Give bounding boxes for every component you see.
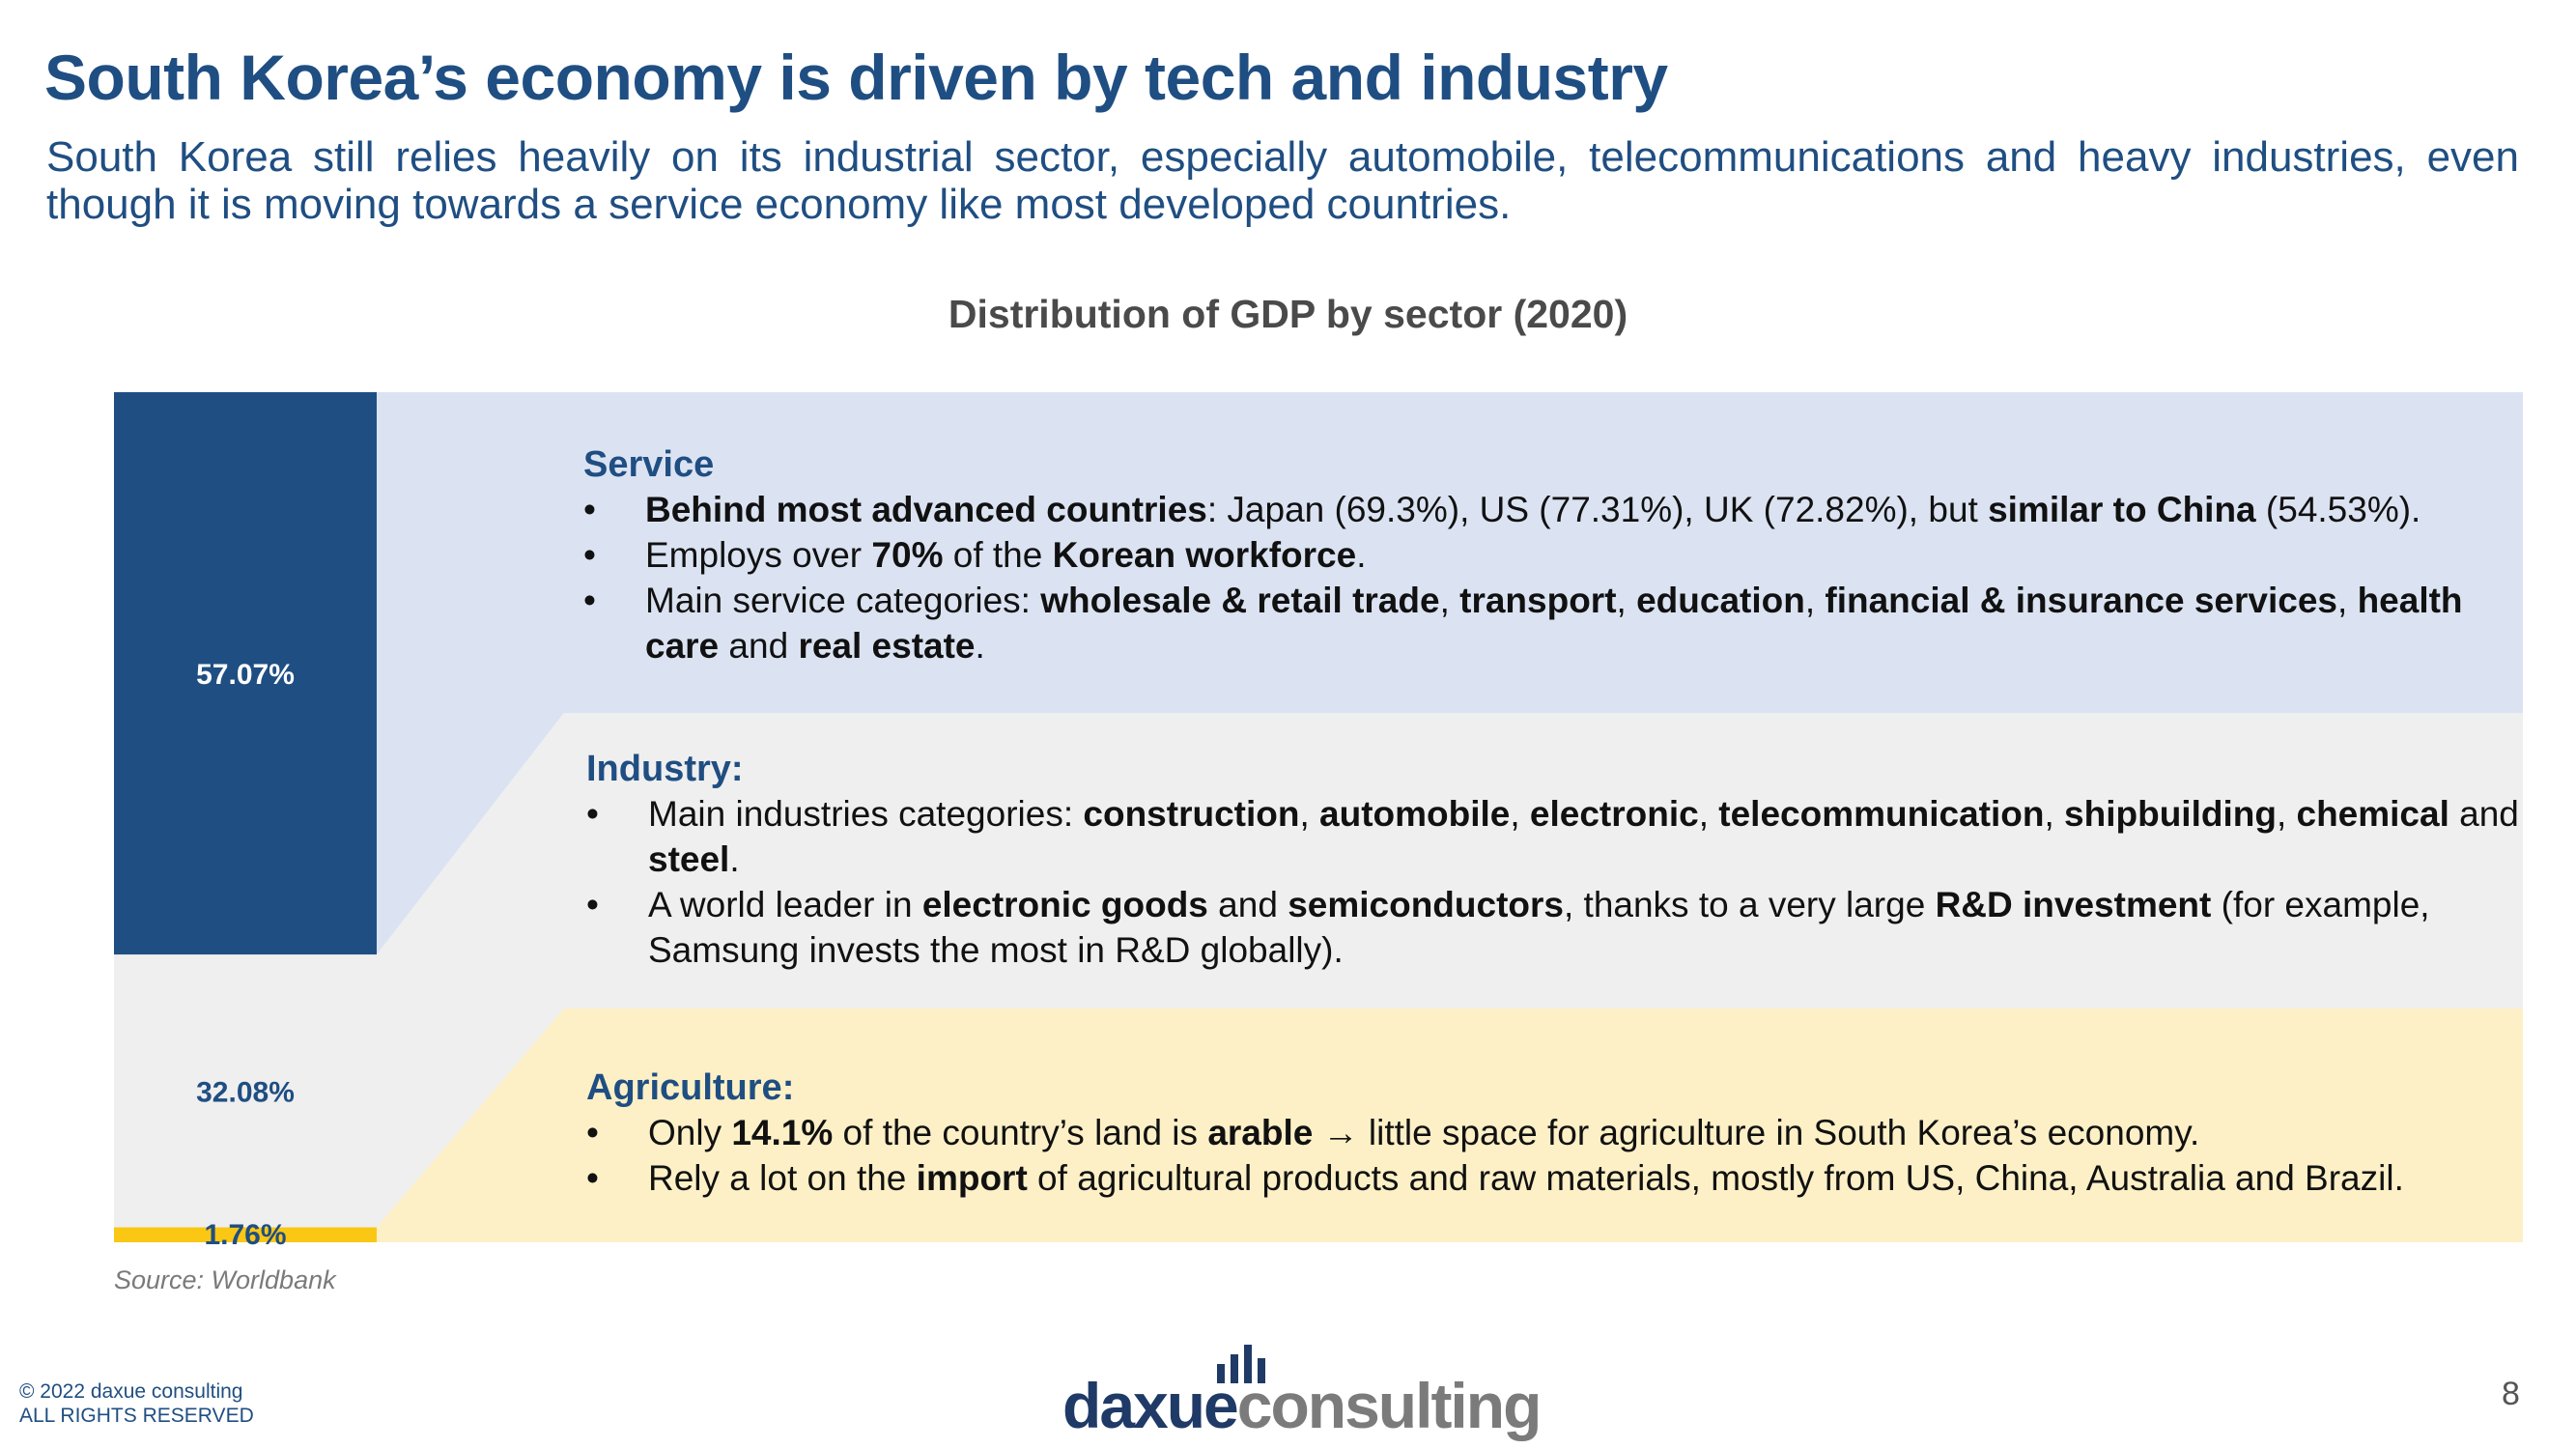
service-bullet-text: Behind most advanced countries (645, 490, 1207, 529)
industry-bullet-text: . (729, 839, 740, 879)
service-bullet-text: Main service categories: (645, 581, 1041, 620)
industry-bullet-text: , (2044, 794, 2065, 834)
industry-bullet-text: Main industries categories: (648, 794, 1084, 834)
agriculture-bullet-text: of the country’s land is (833, 1113, 1208, 1152)
service-bullet-text: wholesale & retail trade (1040, 581, 1440, 620)
agriculture-bullet-text: of agricultural products and raw materials, mostly from US, China, Australia and Brazil. (1027, 1158, 2404, 1198)
page-subtitle: South Korea still relies heavily on its industrial sector, especially automobile, telecommunications and heavy industries, even though it is moving towards a service economy like most developed countries. (46, 133, 2519, 228)
service-bullet-text: , (1616, 581, 1637, 620)
industry-bullet-text: telecommunication (1718, 794, 2045, 834)
agriculture-value-label: 1.76% (204, 1219, 287, 1251)
logo-wordmark (1062, 1372, 1540, 1439)
agriculture-bullet-text: arable (1207, 1113, 1314, 1152)
service-bullet-text: , (2337, 581, 2358, 620)
service-bullet-text: of the (943, 535, 1053, 575)
service-bullet-text: . (1356, 535, 1367, 575)
service-bullet-text: and (719, 626, 799, 666)
daxue-logo (1062, 1343, 1545, 1439)
industry-panel (586, 747, 2523, 973)
copyright-notice (19, 1379, 254, 1428)
source-note: Source: Worldbank (114, 1265, 336, 1294)
industry-bullet-text: (for example, Samsung invests the most in R&D globally). (648, 885, 2430, 970)
industry-bullet-text: construction (1083, 794, 1300, 834)
agriculture-bullet-text: Rely a lot on the (648, 1158, 917, 1198)
rights-line: ALL RIGHTS RESERVED (19, 1405, 254, 1427)
industry-bullet-text: chemical (2296, 794, 2449, 834)
agriculture-bullet (586, 1155, 2547, 1201)
agriculture-bullet-text: 14.1% (731, 1113, 834, 1152)
service-bullet-text: (54.53%). (2255, 490, 2421, 529)
industry-heading: Industry: (586, 749, 744, 789)
industry-bullet-text: R&D investment (1935, 885, 2212, 924)
agriculture-bullet-text: import (916, 1158, 1028, 1198)
service-bullet-text: financial & insurance services (1825, 581, 2337, 620)
service-bullet-text: transport (1459, 581, 1617, 620)
service-bullet (583, 578, 2534, 668)
industry-bullet-text: shipbuilding (2064, 794, 2277, 834)
industry-bullet (586, 882, 2523, 973)
page-number: 8 (2502, 1376, 2520, 1412)
industry-bullet-text: , (2276, 794, 2297, 834)
logo-consulting: consulting (1236, 1370, 1541, 1441)
industry-bullet-text: electronic (1529, 794, 1699, 834)
service-bullet-text: : Japan (69.3%), US (77.31%), UK (72.82%), but (1206, 490, 1989, 529)
agriculture-panel (586, 1065, 2547, 1201)
industry-bullet-list (586, 791, 2523, 973)
page-title: South Korea’s economy is driven by tech and industry (44, 42, 1668, 113)
service-panel (583, 442, 2534, 668)
industry-bullet (586, 791, 2523, 882)
service-bullet-text: , (1439, 581, 1460, 620)
service-bullet-text: similar to China (1988, 490, 2256, 529)
service-bullet-text: Employs over (645, 535, 872, 575)
industry-bullet-text: and (1207, 885, 1288, 924)
service-bullet-text: real estate (798, 626, 976, 666)
service-heading: Service (583, 444, 715, 485)
service-bullet-text: health care (645, 581, 2463, 666)
industry-bullet-text: automobile (1319, 794, 1511, 834)
industry-bullet-text: , (1698, 794, 1719, 834)
agriculture-bullet-text: Only (648, 1113, 732, 1152)
agriculture-heading: Agriculture: (586, 1067, 795, 1108)
industry-bullet-text: steel (648, 839, 730, 879)
copyright-line: © 2022 daxue consulting (19, 1380, 243, 1403)
industry-bullet-text: , (1510, 794, 1530, 834)
service-bullet-list (583, 487, 2534, 668)
service-bullet-text: education (1636, 581, 1805, 620)
service-bullet-text: 70% (871, 535, 944, 575)
logo-daxue: daxue (1062, 1370, 1237, 1441)
agriculture-bullet-text: → little space for agriculture in South Korea’s economy. (1313, 1113, 2200, 1152)
service-bullet-text: Korean workforce (1052, 535, 1357, 575)
industry-bullet-text: semiconductors (1288, 885, 1564, 924)
industry-bullet-text: , (1299, 794, 1320, 834)
agriculture-bullet (586, 1110, 2547, 1155)
industry-bullet-text: , thanks to a very large (1563, 885, 1936, 924)
industry-bullet-text: electronic goods (921, 885, 1208, 924)
service-bullet (583, 532, 2534, 578)
service-bullet (583, 487, 2534, 532)
industry-value-label: 32.08% (196, 1076, 295, 1109)
service-bullet-text: , (1804, 581, 1826, 620)
chart-title: Distribution of GDP by sector (2020) (948, 292, 1628, 336)
service-bullet-text: . (975, 626, 985, 666)
service-value-label: 57.07% (196, 659, 295, 692)
agriculture-bullet-list (586, 1110, 2547, 1201)
industry-bullet-text: A world leader in (648, 885, 922, 924)
industry-bullet-text: and (2449, 794, 2519, 834)
